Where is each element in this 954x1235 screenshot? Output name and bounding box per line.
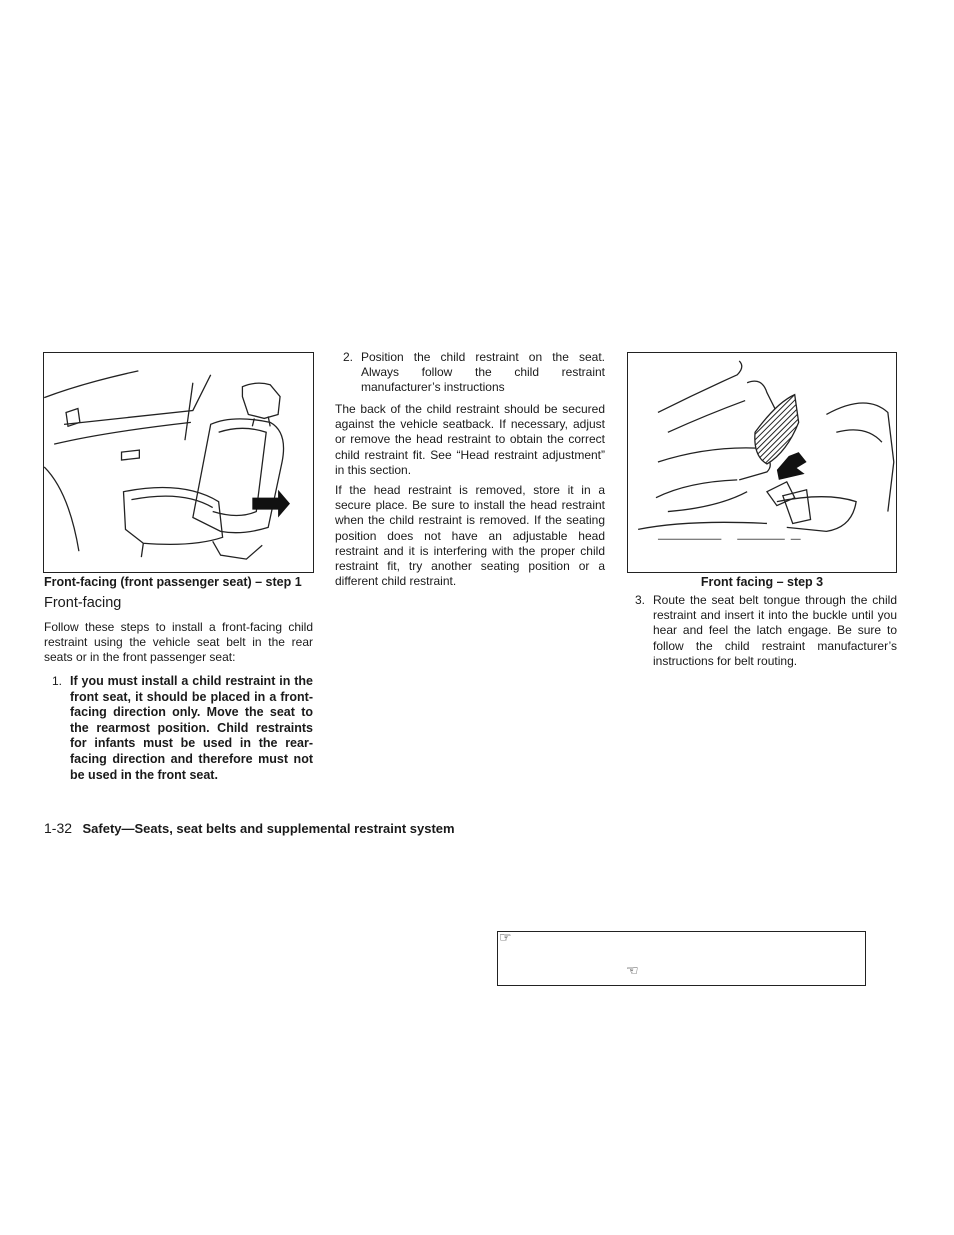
list-item-step1 [44,674,313,783]
pointing-hand-right-icon: ☞ [499,930,512,946]
figure-caption-step3: Front facing – step 3 [700,575,824,589]
belt-buckle-illustration [628,353,896,572]
intro-paragraph: Follow these steps to install a front-facing child restraint using the vehicle seat belt in the rear seats or in the front passenger seat: [44,620,313,665]
figure-front-facing-step3 [627,352,897,573]
step-number: 1. [52,674,63,688]
section-title: Safety—Seats, seat belts and supplemental restraint system [82,821,455,836]
figure-front-passenger-seat [43,352,314,573]
head-restraint-paragraph: If the head restraint is removed, store it in a secure place. Be sure to install the head restraint when the child restraint is removed. If the seating position does not have an adjustable head restraint and it is interfering with the proper child restraint fit, try another seating position or a different child restraint. [335,483,605,589]
figure-caption-step1: Front-facing (front passenger seat) – step 1 [44,575,302,589]
pointing-hand-left-icon: ☜ [626,963,639,979]
list-item-step2 [335,350,605,396]
step-number: 2. [343,350,354,364]
step2-text: Position the child restraint on the seat. Always follow the child restraint manufacturer’s instructions [361,350,605,395]
note-box [497,931,866,986]
step-number: 3. [635,593,646,607]
step3-text: Route the seat belt tongue through the child restraint and insert it into the buckle until you hear and feel the latch engage. Be sure to follow the child restraint manufacturer’s instructions for belt routing. [653,593,897,668]
step1-text: If you must install a child restraint in the front seat, it should be placed in a front-facing direction only. Move the seat to the rearmost position. Child restraints for infants must be used in the rear-facing direction and therefore must not be used in the front seat. [70,674,313,782]
seat-illustration [44,353,313,572]
page-number: 1-32 [44,820,73,836]
section-heading: Front-facing [44,595,122,611]
seatback-paragraph: The back of the child restraint should be secured against the vehicle seatback. If necessary, adjust or remove the head restraint to obtain the correct child restraint fit. See “Head restraint adjustment” in this section. [335,402,605,477]
page-footer [44,820,455,838]
list-item-step3 [627,593,897,669]
